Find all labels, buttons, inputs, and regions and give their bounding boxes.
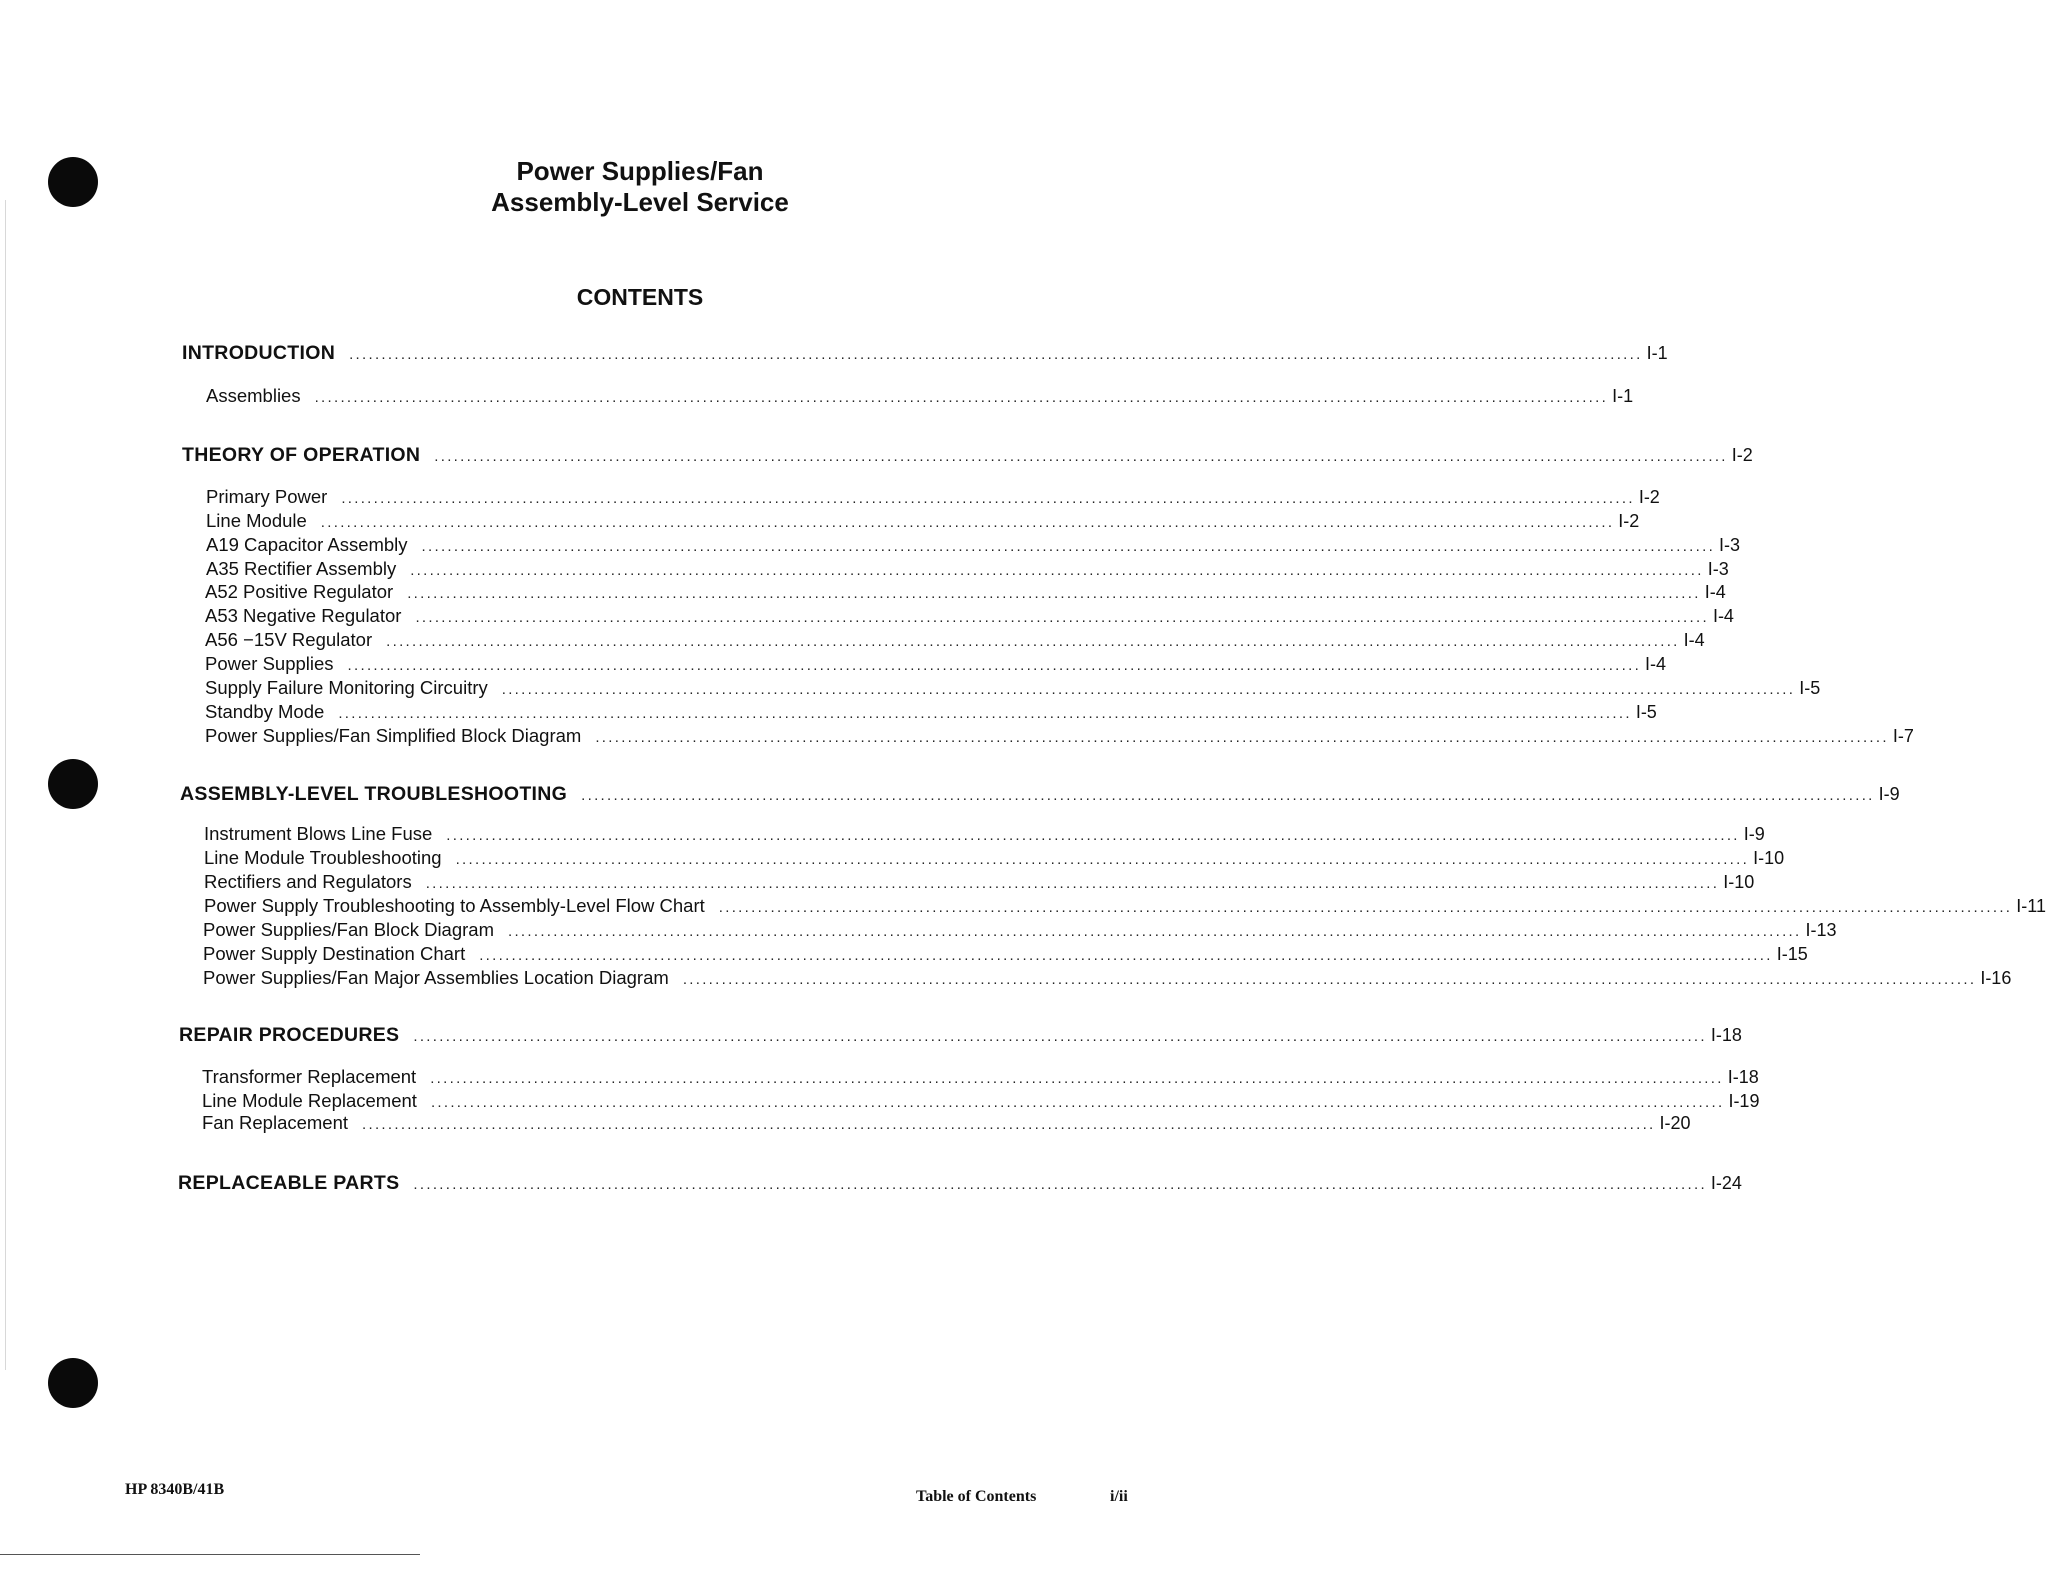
- toc-item-label: A56 −15V Regulator: [205, 629, 373, 650]
- toc-item-label: Line Module Troubleshooting: [204, 847, 442, 868]
- dot-leader: ........................................................................................................................................................................................................: [338, 705, 1632, 722]
- dot-leader: ........................................................................................................................................................................................................: [595, 729, 1889, 746]
- page-margin-line: [5, 200, 6, 1370]
- toc-section-label: INTRODUCTION: [182, 342, 336, 364]
- toc-item[interactable]: [205, 725, 1914, 747]
- toc-section-introduction[interactable]: [182, 342, 1668, 365]
- toc-page-number: I-16: [1980, 968, 2012, 988]
- toc-item[interactable]: [204, 823, 1765, 845]
- binder-hole: [48, 759, 98, 809]
- dot-leader: ........................................................................................................................................................................................................: [682, 971, 1977, 988]
- binder-hole: [48, 1358, 98, 1408]
- toc-section-label: THEORY OF OPERATION: [182, 444, 421, 466]
- toc-item-label: Transformer Replacement: [202, 1066, 417, 1087]
- dot-leader: ........................................................................................................................................................................................................: [386, 633, 1680, 650]
- toc-item[interactable]: [206, 510, 1640, 532]
- dot-leader: ........................................................................................................................................................................................................: [430, 1070, 1724, 1087]
- toc-section-label: REPAIR PROCEDURES: [179, 1024, 400, 1046]
- toc-section-assembly-level-troubleshooting[interactable]: [180, 783, 1900, 806]
- dot-leader: ........................................................................................................................................................................................................: [407, 585, 1701, 602]
- footer-page-number: i/ii: [1110, 1488, 1128, 1505]
- footer-section-name: Table of Contents: [916, 1488, 1037, 1505]
- toc-item[interactable]: [204, 847, 1785, 869]
- toc-item-label: A52 Positive Regulator: [205, 581, 394, 602]
- toc-item[interactable]: [204, 895, 2046, 917]
- footer-model-number: HP 8340B/41B: [125, 1481, 225, 1498]
- toc-item-label: Fan Replacement: [202, 1112, 349, 1133]
- dot-leader: ........................................................................................................................................................................................................: [455, 851, 1750, 868]
- toc-page-number: I-20: [1659, 1113, 1691, 1133]
- toc-page-number: I-5: [1799, 678, 1821, 698]
- toc-item-label: A53 Negative Regulator: [205, 605, 402, 626]
- toc-page-number: I-4: [1645, 654, 1667, 674]
- dot-leader: ........................................................................................................................................................................................................: [347, 657, 1642, 674]
- toc-item-label: Primary Power: [206, 486, 328, 507]
- toc-item-label: Line Module Replacement: [202, 1090, 417, 1111]
- toc-item-label: A19 Capacitor Assembly: [206, 534, 408, 555]
- toc-section-theory-of-operation[interactable]: [182, 444, 1753, 467]
- document-title-line1: Power Supplies/Fan: [516, 156, 764, 186]
- toc-item-label: Power Supplies/Fan Major Assemblies Location Diagram: [203, 967, 669, 988]
- toc-section-replaceable-parts[interactable]: [178, 1172, 1742, 1195]
- dot-leader: ........................................................................................................................................................................................................: [425, 875, 1720, 892]
- toc-item[interactable]: [203, 919, 1837, 941]
- dot-leader: ........................................................................................................................................................................................................: [320, 514, 1615, 531]
- toc-page-number: I-13: [1805, 920, 1837, 940]
- toc-page-number: I-9: [1743, 824, 1765, 844]
- contents-heading: CONTENTS: [576, 284, 704, 310]
- toc-item-label: Assemblies: [206, 385, 301, 406]
- toc-item-label: Rectifiers and Regulators: [204, 871, 412, 892]
- dot-leader: ........................................................................................................................................................................................................: [501, 681, 1796, 698]
- dot-leader: ........................................................................................................................................................................................................: [341, 490, 1635, 507]
- toc-item[interactable]: [206, 558, 1729, 580]
- toc-item[interactable]: [205, 677, 1821, 699]
- toc-item[interactable]: [206, 385, 1634, 407]
- dot-leader: ........................................................................................................................................................................................................: [410, 562, 1704, 579]
- dot-leader: ........................................................................................................................................................................................................: [413, 1028, 1707, 1045]
- dot-leader: ........................................................................................................................................................................................................: [446, 827, 1740, 844]
- dot-leader: ........................................................................................................................................................................................................: [479, 947, 1773, 964]
- toc-item-label: Standby Mode: [205, 701, 325, 722]
- toc-item[interactable]: [204, 871, 1755, 893]
- toc-item-label: Power Supplies: [205, 653, 334, 674]
- toc-page-number: I-18: [1710, 1025, 1742, 1045]
- toc-page-number: I-4: [1712, 606, 1734, 626]
- toc-item-label: Instrument Blows Line Fuse: [204, 823, 433, 844]
- toc-item-label: Power Supply Destination Chart: [203, 943, 466, 964]
- toc-item[interactable]: [202, 1112, 1691, 1134]
- toc-page-number: I-10: [1723, 872, 1755, 892]
- toc-page-number: I-9: [1878, 784, 1900, 804]
- toc-page-number: I-18: [1727, 1067, 1759, 1087]
- document-title-line2: Assembly-Level Service: [491, 187, 789, 217]
- dot-leader: ........................................................................................................................................................................................................: [718, 899, 2013, 916]
- toc-page-number: I-2: [1618, 511, 1640, 531]
- footer-rule: [0, 1554, 420, 1555]
- dot-leader: ........................................................................................................................................................................................................: [349, 346, 1643, 363]
- toc-section-label: REPLACEABLE PARTS: [178, 1172, 400, 1194]
- toc-page-number: I-7: [1892, 726, 1914, 746]
- toc-page-number: I-11: [2016, 896, 2046, 916]
- toc-item[interactable]: [206, 534, 1741, 556]
- toc-page-number: I-19: [1728, 1091, 1760, 1111]
- toc-item-label: Line Module: [206, 510, 307, 531]
- toc-page-number: I-3: [1707, 559, 1729, 579]
- toc-item-label: Power Supplies/Fan Simplified Block Diagram: [205, 725, 582, 746]
- toc-page-number: I-4: [1683, 630, 1705, 650]
- toc-item[interactable]: [205, 605, 1734, 627]
- dot-leader: ........................................................................................................................................................................................................: [421, 538, 1716, 555]
- dot-leader: ........................................................................................................................................................................................................: [581, 787, 1875, 804]
- toc-item-label: Power Supply Troubleshooting to Assembly-Level Flow Chart: [204, 895, 705, 916]
- toc-item[interactable]: [206, 486, 1660, 508]
- binder-hole: [48, 157, 98, 207]
- toc-page-number: I-2: [1638, 487, 1660, 507]
- dot-leader: ........................................................................................................................................................................................................: [314, 389, 1609, 406]
- toc-page-number: I-1: [1646, 343, 1668, 363]
- toc-page-number: I-10: [1753, 848, 1785, 868]
- toc-item[interactable]: [203, 943, 1808, 965]
- dot-leader: ........................................................................................................................................................................................................: [362, 1116, 1656, 1133]
- dot-leader: ........................................................................................................................................................................................................: [508, 923, 1802, 940]
- toc-page-number: I-5: [1635, 702, 1657, 722]
- toc-page-number: I-4: [1704, 582, 1726, 602]
- toc-item[interactable]: [202, 1066, 1759, 1088]
- toc-page-number: I-3: [1719, 535, 1741, 555]
- toc-section-repair-procedures[interactable]: [179, 1024, 1742, 1047]
- toc-item-label: Power Supplies/Fan Block Diagram: [203, 919, 494, 940]
- dot-leader: ........................................................................................................................................................................................................: [413, 1176, 1707, 1193]
- toc-item[interactable]: [203, 967, 2012, 989]
- dot-leader: ........................................................................................................................................................................................................: [430, 1094, 1725, 1111]
- dot-leader: ........................................................................................................................................................................................................: [415, 609, 1709, 626]
- toc-item[interactable]: [205, 653, 1667, 675]
- toc-page-number: I-2: [1731, 445, 1753, 465]
- toc-item[interactable]: [202, 1090, 1760, 1112]
- toc-page-number: I-1: [1612, 386, 1634, 406]
- toc-item[interactable]: [205, 701, 1657, 723]
- toc-page-number: I-15: [1776, 944, 1808, 964]
- dot-leader: ........................................................................................................................................................................................................: [434, 448, 1728, 465]
- toc-item-label: A35 Rectifier Assembly: [206, 558, 397, 579]
- toc-item[interactable]: [205, 629, 1705, 651]
- toc-section-label: ASSEMBLY-LEVEL TROUBLESHOOTING: [180, 783, 568, 805]
- toc-item-label: Supply Failure Monitoring Circuitry: [205, 677, 488, 698]
- toc-page-number: I-24: [1710, 1173, 1742, 1193]
- toc-item[interactable]: [205, 581, 1726, 603]
